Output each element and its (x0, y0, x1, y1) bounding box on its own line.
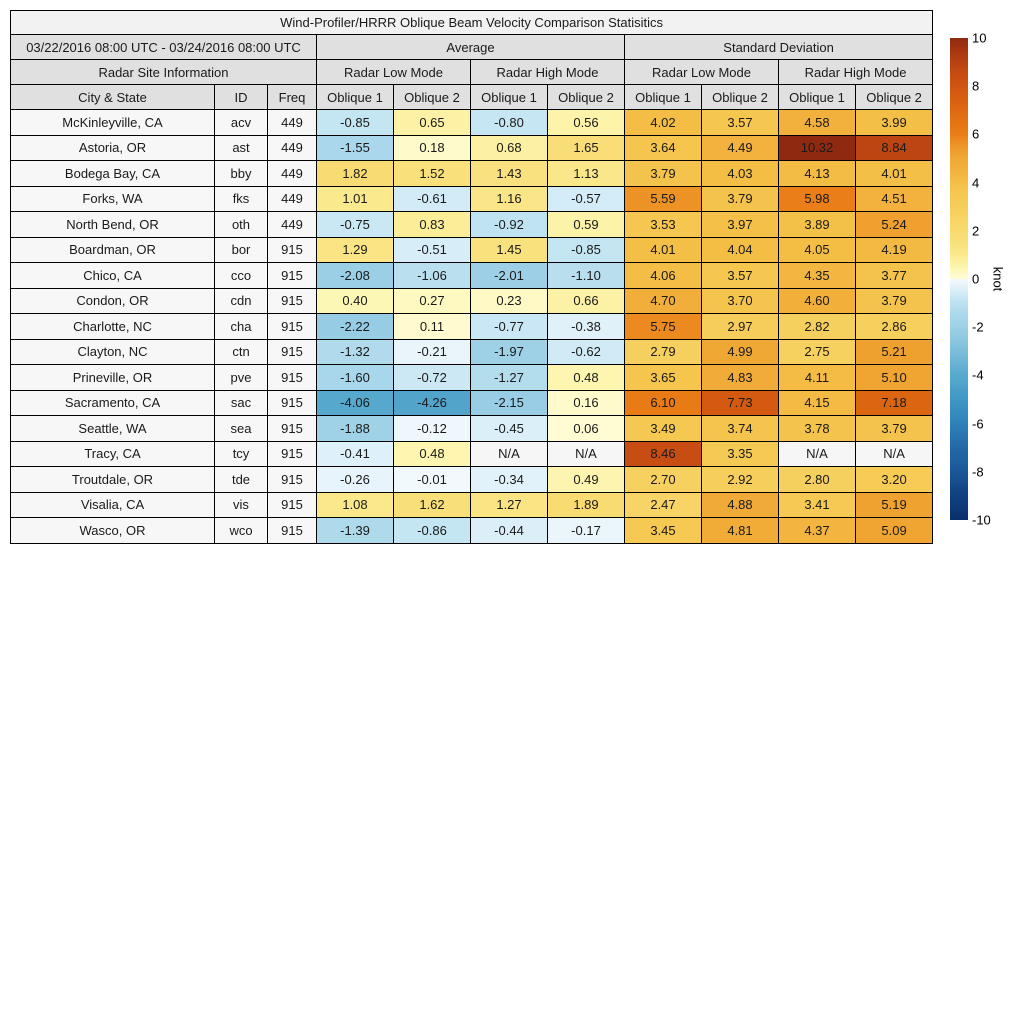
value-cell: -1.55 (317, 135, 394, 161)
value-cell: 4.58 (779, 110, 856, 136)
mode-header-std-low: Radar Low Mode (625, 60, 779, 85)
table-row (11, 288, 933, 314)
colorbar-tick-label: -2 (972, 319, 984, 335)
stats-table (10, 10, 933, 544)
table-row (11, 416, 933, 442)
value-cell: 5.10 (856, 365, 933, 391)
chart-title: Wind-Profiler/HRRR Oblique Beam Velocity Comparison Statisitics (11, 11, 933, 35)
value-cell: 4.60 (779, 288, 856, 314)
value-cell: 1.65 (548, 135, 625, 161)
table-row (11, 212, 933, 238)
value-cell: -0.45 (471, 416, 548, 442)
freq-cell: 915 (268, 390, 317, 416)
value-cell: -1.10 (548, 263, 625, 289)
value-cell: 10.32 (779, 135, 856, 161)
value-cell: 4.37 (779, 518, 856, 544)
value-cell: 1.29 (317, 237, 394, 263)
value-cell: 4.05 (779, 237, 856, 263)
id-cell: ast (215, 135, 268, 161)
value-cell: 2.79 (625, 339, 702, 365)
colorbar (950, 30, 1024, 528)
city-cell: Sacramento, CA (11, 390, 215, 416)
freq-cell: 915 (268, 339, 317, 365)
id-cell: oth (215, 212, 268, 238)
id-cell: ctn (215, 339, 268, 365)
value-cell: 4.19 (856, 237, 933, 263)
value-cell: -0.77 (471, 314, 548, 340)
value-cell: 0.59 (548, 212, 625, 238)
value-cell: 0.56 (548, 110, 625, 136)
value-cell: 1.89 (548, 492, 625, 518)
value-cell: -1.97 (471, 339, 548, 365)
value-cell: 2.70 (625, 467, 702, 493)
value-cell: 4.11 (779, 365, 856, 391)
mode-header-avg-low: Radar Low Mode (317, 60, 471, 85)
table-row (11, 339, 933, 365)
table-row (11, 161, 933, 187)
city-cell: Tracy, CA (11, 441, 215, 467)
col-header-oblique: Oblique 1 (779, 85, 856, 110)
value-cell: 3.99 (856, 110, 933, 136)
value-cell: 5.19 (856, 492, 933, 518)
colorbar-unit-label: knot (990, 266, 1006, 292)
value-cell: 1.43 (471, 161, 548, 187)
city-cell: Prineville, OR (11, 365, 215, 391)
value-cell: 3.35 (702, 441, 779, 467)
col-header-oblique: Oblique 2 (856, 85, 933, 110)
value-cell: -0.51 (394, 237, 471, 263)
col-header-id: ID (215, 85, 268, 110)
freq-cell: 449 (268, 186, 317, 212)
value-cell: -0.26 (317, 467, 394, 493)
value-cell: -2.08 (317, 263, 394, 289)
col-header-city: City & State (11, 85, 215, 110)
site-info-header: Radar Site Information (11, 60, 317, 85)
col-header-oblique: Oblique 1 (471, 85, 548, 110)
value-cell: N/A (548, 441, 625, 467)
value-cell: 6.10 (625, 390, 702, 416)
value-cell: -0.38 (548, 314, 625, 340)
value-cell: 2.47 (625, 492, 702, 518)
freq-cell: 915 (268, 416, 317, 442)
value-cell: 0.49 (548, 467, 625, 493)
value-cell: -0.92 (471, 212, 548, 238)
freq-cell: 915 (268, 492, 317, 518)
freq-cell: 915 (268, 263, 317, 289)
std-group-header: Standard Deviation (625, 35, 933, 60)
value-cell: -0.41 (317, 441, 394, 467)
value-cell: 1.82 (317, 161, 394, 187)
mode-header-row (11, 60, 933, 85)
city-cell: Boardman, OR (11, 237, 215, 263)
id-cell: cco (215, 263, 268, 289)
city-cell: Visalia, CA (11, 492, 215, 518)
colorbar-tick-label: -10 (972, 512, 991, 528)
value-cell: -0.12 (394, 416, 471, 442)
id-cell: bor (215, 237, 268, 263)
value-cell: 3.57 (702, 110, 779, 136)
value-cell: 3.20 (856, 467, 933, 493)
city-cell: Troutdale, OR (11, 467, 215, 493)
value-cell: -0.01 (394, 467, 471, 493)
value-cell: 1.62 (394, 492, 471, 518)
value-cell: 7.73 (702, 390, 779, 416)
city-cell: McKinleyville, CA (11, 110, 215, 136)
value-cell: 7.18 (856, 390, 933, 416)
value-cell: 1.08 (317, 492, 394, 518)
value-cell: -4.26 (394, 390, 471, 416)
city-cell: North Bend, OR (11, 212, 215, 238)
value-cell: -2.15 (471, 390, 548, 416)
value-cell: 3.65 (625, 365, 702, 391)
value-cell: 3.49 (625, 416, 702, 442)
table-row (11, 314, 933, 340)
value-cell: 1.01 (317, 186, 394, 212)
id-cell: sac (215, 390, 268, 416)
value-cell: 5.21 (856, 339, 933, 365)
value-cell: 0.27 (394, 288, 471, 314)
value-cell: 0.68 (471, 135, 548, 161)
value-cell: 2.82 (779, 314, 856, 340)
value-cell: 4.99 (702, 339, 779, 365)
value-cell: 5.98 (779, 186, 856, 212)
value-cell: 3.41 (779, 492, 856, 518)
city-cell: Astoria, OR (11, 135, 215, 161)
value-cell: 5.24 (856, 212, 933, 238)
freq-cell: 915 (268, 518, 317, 544)
value-cell: 3.45 (625, 518, 702, 544)
city-cell: Seattle, WA (11, 416, 215, 442)
city-cell: Chico, CA (11, 263, 215, 289)
col-header-oblique: Oblique 1 (317, 85, 394, 110)
average-group-header: Average (317, 35, 625, 60)
value-cell: 4.70 (625, 288, 702, 314)
id-cell: cha (215, 314, 268, 340)
table-row (11, 390, 933, 416)
value-cell: -0.61 (394, 186, 471, 212)
value-cell: 4.88 (702, 492, 779, 518)
colorbar-tick-label: 0 (972, 271, 980, 287)
value-cell: -0.85 (317, 110, 394, 136)
col-header-freq: Freq (268, 85, 317, 110)
colorbar-tick-label: 2 (972, 223, 980, 239)
value-cell: -0.34 (471, 467, 548, 493)
value-cell: 8.84 (856, 135, 933, 161)
city-cell: Charlotte, NC (11, 314, 215, 340)
value-cell: 2.97 (702, 314, 779, 340)
column-header-row (11, 85, 933, 110)
colorbar-tick-label: -6 (972, 416, 984, 432)
value-cell: N/A (471, 441, 548, 467)
value-cell: -1.88 (317, 416, 394, 442)
value-cell: -1.06 (394, 263, 471, 289)
value-cell: 3.97 (702, 212, 779, 238)
value-cell: 2.80 (779, 467, 856, 493)
value-cell: 0.11 (394, 314, 471, 340)
colorbar-tick-label: 4 (972, 175, 980, 191)
col-header-oblique: Oblique 2 (394, 85, 471, 110)
colorbar-tick-label: -4 (972, 367, 984, 383)
value-cell: 4.13 (779, 161, 856, 187)
value-cell: 3.64 (625, 135, 702, 161)
freq-cell: 915 (268, 365, 317, 391)
id-cell: tde (215, 467, 268, 493)
colorbar-gradient (950, 38, 968, 520)
id-cell: pve (215, 365, 268, 391)
table-row (11, 492, 933, 518)
colorbar-tick-label: 6 (972, 126, 980, 142)
freq-cell: 449 (268, 135, 317, 161)
value-cell: 8.46 (625, 441, 702, 467)
freq-cell: 915 (268, 314, 317, 340)
table-row (11, 263, 933, 289)
value-cell: 5.75 (625, 314, 702, 340)
value-cell: N/A (779, 441, 856, 467)
value-cell: 4.02 (625, 110, 702, 136)
value-cell: 4.04 (702, 237, 779, 263)
value-cell: 0.48 (548, 365, 625, 391)
city-cell: Bodega Bay, CA (11, 161, 215, 187)
id-cell: cdn (215, 288, 268, 314)
value-cell: 1.45 (471, 237, 548, 263)
id-cell: sea (215, 416, 268, 442)
value-cell: -4.06 (317, 390, 394, 416)
id-cell: tcy (215, 441, 268, 467)
value-cell: 3.70 (702, 288, 779, 314)
value-cell: 3.79 (702, 186, 779, 212)
colorbar-tick-label: 10 (972, 30, 987, 46)
freq-cell: 915 (268, 237, 317, 263)
value-cell: 2.75 (779, 339, 856, 365)
value-cell: 4.49 (702, 135, 779, 161)
value-cell: 0.65 (394, 110, 471, 136)
id-cell: fks (215, 186, 268, 212)
freq-cell: 449 (268, 161, 317, 187)
value-cell: -0.72 (394, 365, 471, 391)
col-header-oblique: Oblique 2 (548, 85, 625, 110)
value-cell: 1.27 (471, 492, 548, 518)
value-cell: 0.40 (317, 288, 394, 314)
value-cell: 3.53 (625, 212, 702, 238)
value-cell: 2.92 (702, 467, 779, 493)
table-row (11, 186, 933, 212)
value-cell: 3.77 (856, 263, 933, 289)
freq-cell: 449 (268, 110, 317, 136)
value-cell: 0.06 (548, 416, 625, 442)
value-cell: 4.15 (779, 390, 856, 416)
table-row (11, 135, 933, 161)
value-cell: -0.17 (548, 518, 625, 544)
table-row (11, 237, 933, 263)
id-cell: vis (215, 492, 268, 518)
city-cell: Wasco, OR (11, 518, 215, 544)
value-cell: -0.62 (548, 339, 625, 365)
table-row (11, 518, 933, 544)
value-cell: -0.21 (394, 339, 471, 365)
value-cell: -0.86 (394, 518, 471, 544)
value-cell: 1.13 (548, 161, 625, 187)
city-cell: Condon, OR (11, 288, 215, 314)
value-cell: 4.83 (702, 365, 779, 391)
value-cell: 0.48 (394, 441, 471, 467)
colorbar-tick-label: 8 (972, 78, 980, 94)
value-cell: N/A (856, 441, 933, 467)
title-row (11, 11, 933, 35)
id-cell: bby (215, 161, 268, 187)
value-cell: -0.44 (471, 518, 548, 544)
value-cell: 4.01 (856, 161, 933, 187)
table-row (11, 110, 933, 136)
value-cell: -0.80 (471, 110, 548, 136)
value-cell: 3.79 (856, 416, 933, 442)
value-cell: 3.78 (779, 416, 856, 442)
value-cell: 4.06 (625, 263, 702, 289)
col-header-oblique: Oblique 1 (625, 85, 702, 110)
value-cell: 4.03 (702, 161, 779, 187)
table-row (11, 365, 933, 391)
value-cell: 0.16 (548, 390, 625, 416)
value-cell: 5.09 (856, 518, 933, 544)
value-cell: 3.74 (702, 416, 779, 442)
value-cell: -0.75 (317, 212, 394, 238)
value-cell: 4.81 (702, 518, 779, 544)
table-body (11, 110, 933, 544)
id-cell: wco (215, 518, 268, 544)
value-cell: 2.86 (856, 314, 933, 340)
value-cell: 4.51 (856, 186, 933, 212)
value-cell: 3.57 (702, 263, 779, 289)
group-header-row (11, 35, 933, 60)
date-range: 03/22/2016 08:00 UTC - 03/24/2016 08:00 UTC (11, 35, 317, 60)
freq-cell: 915 (268, 441, 317, 467)
table-row (11, 467, 933, 493)
city-cell: Clayton, NC (11, 339, 215, 365)
value-cell: -1.60 (317, 365, 394, 391)
value-cell: -0.85 (548, 237, 625, 263)
value-cell: -1.32 (317, 339, 394, 365)
value-cell: -2.22 (317, 314, 394, 340)
freq-cell: 449 (268, 212, 317, 238)
value-cell: 0.83 (394, 212, 471, 238)
table-row (11, 441, 933, 467)
value-cell: 3.89 (779, 212, 856, 238)
value-cell: -2.01 (471, 263, 548, 289)
id-cell: acv (215, 110, 268, 136)
value-cell: 0.66 (548, 288, 625, 314)
value-cell: 0.18 (394, 135, 471, 161)
city-cell: Forks, WA (11, 186, 215, 212)
value-cell: 3.79 (625, 161, 702, 187)
freq-cell: 915 (268, 288, 317, 314)
value-cell: 4.01 (625, 237, 702, 263)
freq-cell: 915 (268, 467, 317, 493)
value-cell: 0.23 (471, 288, 548, 314)
value-cell: 5.59 (625, 186, 702, 212)
value-cell: -1.39 (317, 518, 394, 544)
mode-header-std-high: Radar High Mode (779, 60, 933, 85)
col-header-oblique: Oblique 2 (702, 85, 779, 110)
value-cell: 1.52 (394, 161, 471, 187)
value-cell: -0.57 (548, 186, 625, 212)
value-cell: -1.27 (471, 365, 548, 391)
mode-header-avg-high: Radar High Mode (471, 60, 625, 85)
value-cell: 4.35 (779, 263, 856, 289)
colorbar-tick-label: -8 (972, 464, 984, 480)
value-cell: 3.79 (856, 288, 933, 314)
value-cell: 1.16 (471, 186, 548, 212)
